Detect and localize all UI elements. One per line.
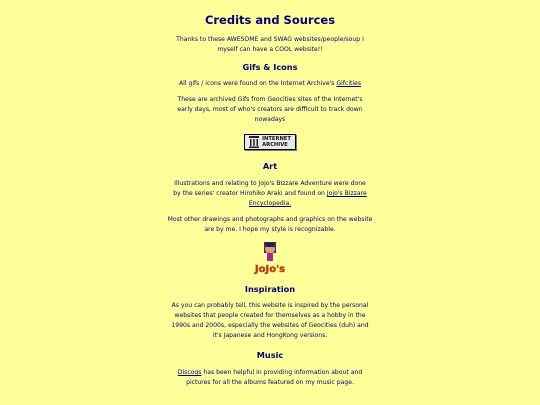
gifs-desc-line-3: nowadays [254,116,286,123]
music-line-1-suffix: has been helpful in providing information about and [201,369,363,376]
inspiration-heading: Inspiration [244,284,296,294]
art-own-line-2: are by me. I hope my style is recognizable. [204,226,336,233]
inspiration-text [160,301,380,341]
gifs-desc-line-2: early days, most of who's creators are difficult to track down [177,106,363,113]
art-heading: Art [262,161,278,171]
inspiration-line-1: As you can probably tell, this website is inspired by the personal [171,302,369,309]
art-credit-line-2-prefix: by the series' creator Hirohiko Araki and found on [173,190,327,197]
music-line-2: pictures for all the albums featured on my music page. [186,379,354,386]
music-text [160,368,380,388]
gifs-source-text [160,79,380,89]
credits-column [160,0,380,388]
inspiration-line-2: websites that people created for themselves as a hobby in the [174,312,366,319]
archive-badge-line-1: INTERNET [262,136,291,142]
art-own-text [160,215,380,235]
art-own-line-1: Most other drawings and photographs and graphics on the website [167,216,373,223]
jojo-link-part-2: Encyclopedia. [248,200,292,207]
discogs-link[interactable]: Discogs [177,369,202,376]
jojo-logo-image [244,241,296,279]
gifs-source-prefix: All gifs / icons were found on the Internet Archive's [178,80,337,87]
intro-line-1: Thanks to these AWESOME and SWAG websites/people/soup I [176,36,364,43]
inspiration-line-4: it's Japanese and HongKong versions. [212,332,328,339]
gifs-heading: Gifs & Icons [242,62,298,72]
jojo-logo-text: JoJo's [254,264,286,275]
gifcities-link[interactable]: Gifcities [336,80,362,87]
jojo-link-part-1: Jojo's Bizzare [326,190,367,197]
intro-line-2: myself can have a COOL website!! [217,46,323,53]
archive-badge-text [262,136,291,148]
gifs-desc-line-1: These are archived Gifs from Geocities sites of the Internet's [177,96,363,103]
archive-badge-line-2: ARCHIVE [262,142,288,148]
page-title: Credits and Sources [204,13,336,27]
inspiration-line-3: 1990s and 2000s, especially the websites of Geocities (duh) and [171,322,369,329]
art-credit-text [160,179,380,209]
gifs-description [160,95,380,125]
art-credit-line-1: Illustrations and relating to Jojo's Bizzare Adventure were done [174,180,366,187]
music-heading: Music [256,350,284,360]
intro-text [160,35,380,55]
internet-archive-badge[interactable] [244,134,296,150]
archive-building-icon [249,136,259,148]
